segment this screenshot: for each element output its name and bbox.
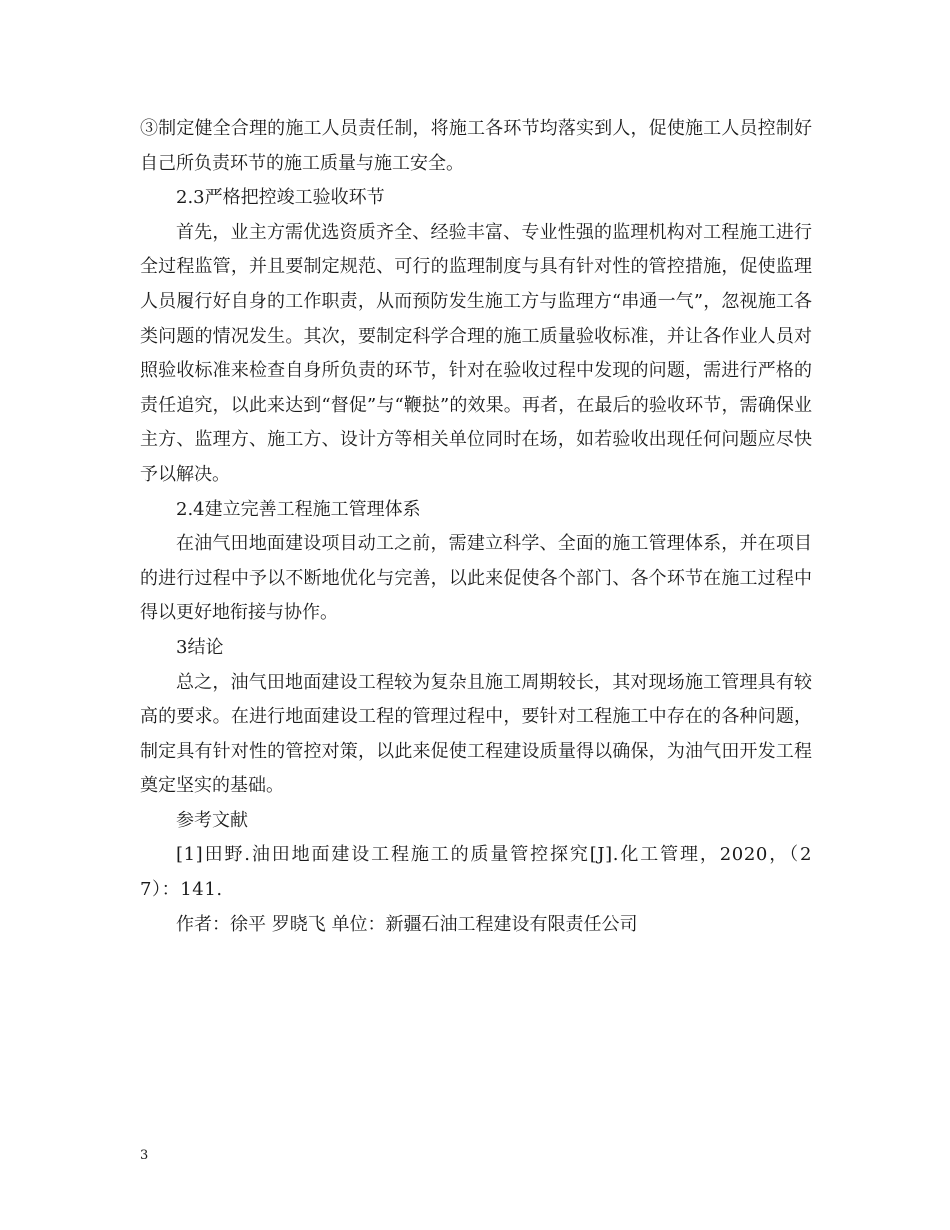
paragraph-acceptance: 首先，业主方需优选资质齐全、经验丰富、专业性强的监理机构对工程施工进行全过程监管，并且要制定规范、可行的监理制度与具有针对性的管控措施，促使监理人员履行好自身的工作职责，从而预防发生施工方与监理方“串通一气”，忽视施工各类问题的情况发生。其次，要制定科学合理的施工质量验收标准，并让各作业人员对照验收标准来检查自身所负责的环节，针对在验收过程中发现的问题，需进行严格的责任追究，以此来达到“督促”与“鞭挞”的效果。再者，在最后的验收环节，需确保业主方、监理方、施工方、设计方等相关单位同时在场，如若验收出现任何问题应尽快予以解决。 bbox=[140, 221, 812, 485]
section-heading-2-4: 2.4建立完善工程施工管理体系 bbox=[176, 498, 421, 520]
author-line: 作者：徐平 罗晓飞 单位：新疆石油工程建设有限责任公司 bbox=[176, 913, 638, 935]
paragraph-conclusion: 总之，油气田地面建设工程较为复杂且施工周期较长，其对现场施工管理具有较高的要求。在进行地面建设工程的管理过程中，要针对工程施工中存在的各种问题，制定具有针对性的管控对策，以此来促使工程建设质量得以确保，为油气田开发工程奠定坚实的基础。 bbox=[140, 671, 812, 797]
section-heading-conclusion: 3结论 bbox=[176, 636, 224, 658]
section-heading-2-3: 2.3严格把控竣工验收环节 bbox=[176, 187, 385, 209]
reference-item-1: [1]田野.油田地面建设工程施工的质量管控探究[J].化工管理，2020，（27）：141. bbox=[140, 844, 812, 901]
paragraph-responsibility-system: ③制定健全合理的施工人员责任制，将施工各环节均落实到人，促使施工人员控制好自己所负责环节的施工质量与施工安全。 bbox=[140, 118, 812, 174]
references-heading: 参考文献 bbox=[176, 809, 248, 831]
paragraph-management-system: 在油气田地面建设项目动工之前，需建立科学、全面的施工管理体系，并在项目的进行过程中予以不断地优化与完善，以此来促使各个部门、各个环节在施工过程中得以更好地衔接与协作。 bbox=[140, 533, 812, 624]
document-page bbox=[140, 112, 812, 942]
page-number: 3 bbox=[140, 1148, 149, 1163]
